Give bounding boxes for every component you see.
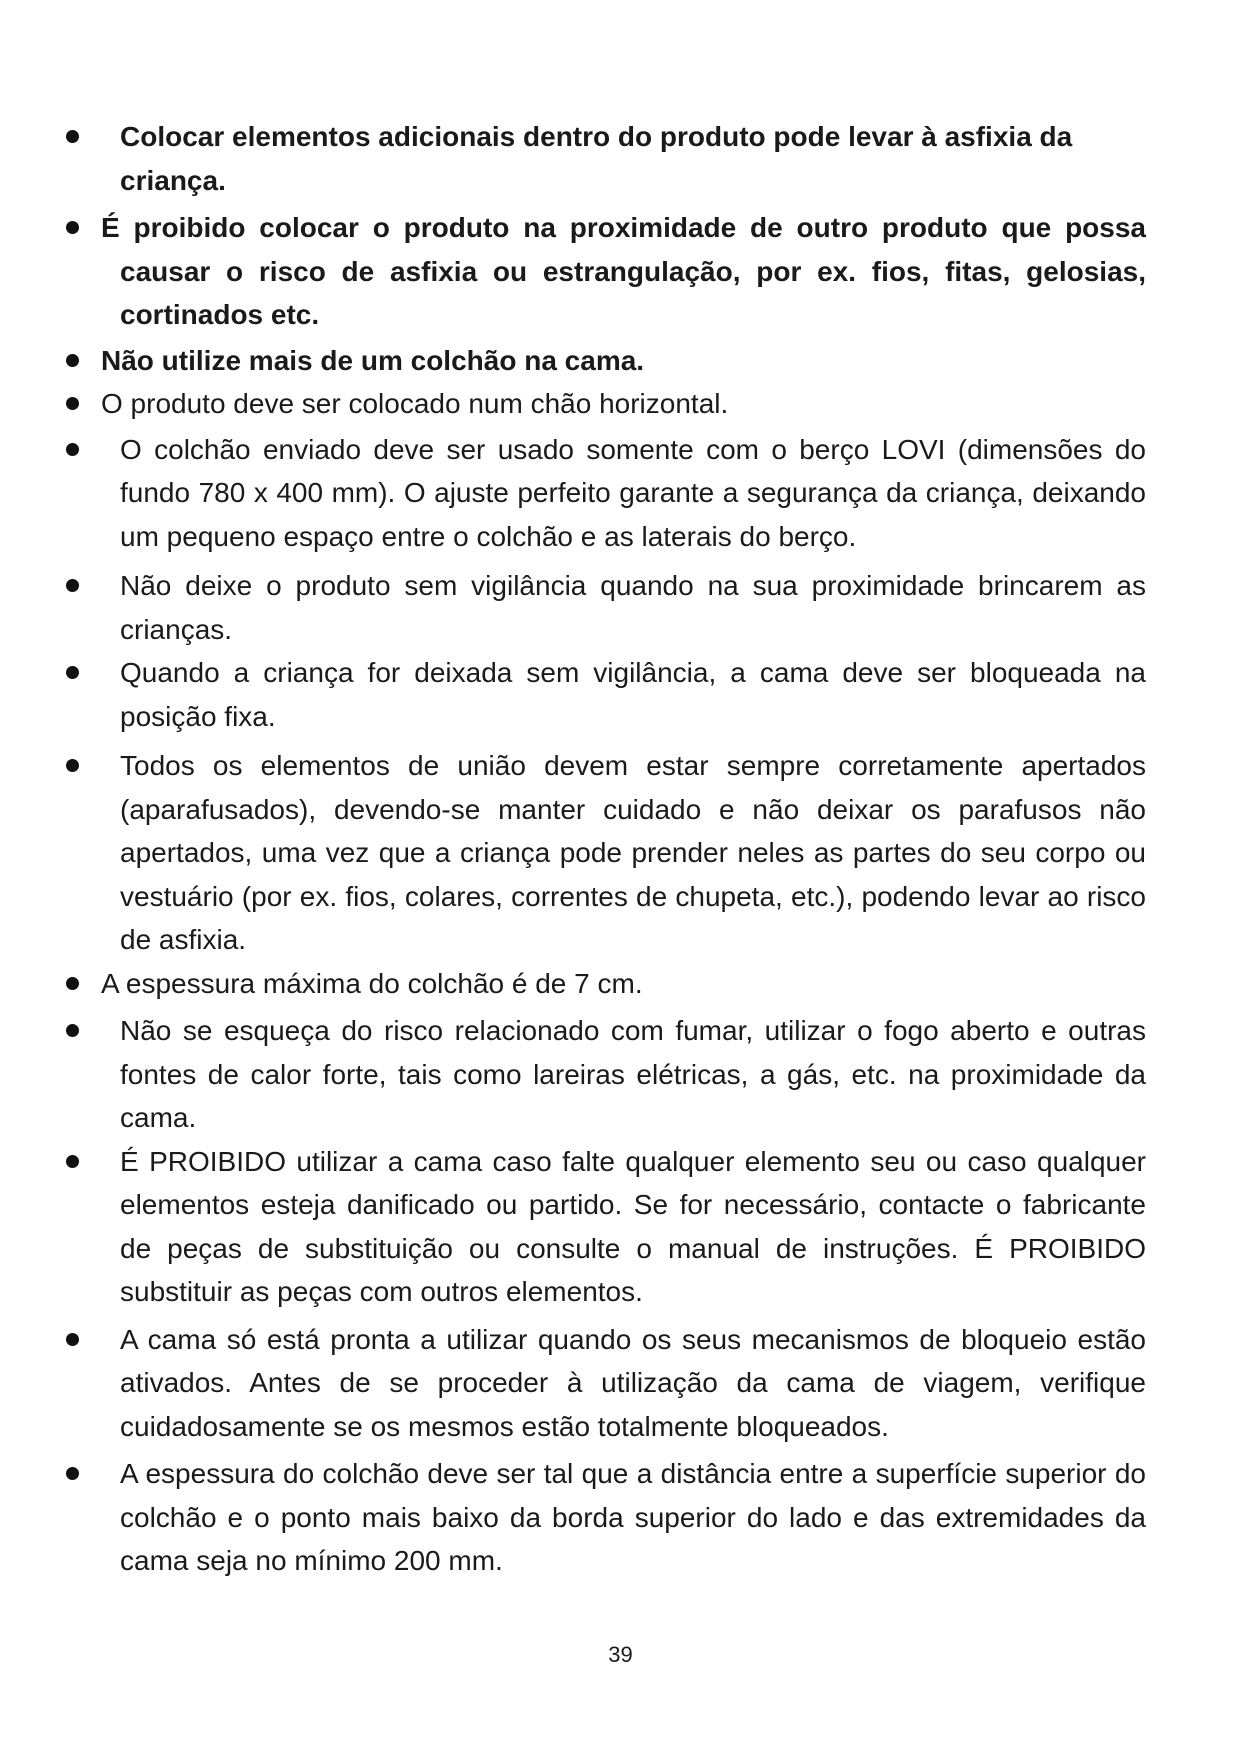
list-item-text: A espessura máxima do colchão é de 7 cm. <box>101 967 643 999</box>
bullet-icon <box>66 579 79 592</box>
list-item <box>0 382 1241 426</box>
bullet-icon <box>66 1024 79 1037</box>
list-item-text: O colchão enviado deve ser usado somente com o berço LOVI (dimensões do fundo 780 x 400 mm). O ajuste perfeito garante a segurança da criança, deixando um pequeno espaço entre o colchão e as laterais do berço. <box>120 433 1146 552</box>
list-item-text: Não utilize mais de um colchão na cama. <box>101 344 645 376</box>
list-item <box>0 744 1241 962</box>
list-item <box>0 1009 1241 1140</box>
list-item-text: A espessura do colchão deve ser tal que a distância entre a superfície superior do colchão e o ponto mais baixo da borda superior do lado e das extremidades da cama seja no mínimo 200 mm. <box>120 1458 1146 1576</box>
list-item-text: Todos os elementos de união devem estar sempre corretamente apertados (aparafusados), devendo-se manter cuidado e não deixar os parafusos não apertados, uma vez que a criança pode prender neles as partes do seu corpo ou vestuário (por ex. fios, colares, correntes de chupeta, etc.), podendo levar ao risco de asfixia. <box>120 750 1146 955</box>
bullet-icon <box>66 354 79 367</box>
list-item-text: O produto deve ser colocado num chão horizontal. <box>101 388 729 419</box>
list-item <box>0 1318 1241 1449</box>
list-item-text: Não se esqueça do risco relacionado com fumar, utilizar o fogo aberto e outras fontes de calor forte, tais como lareiras elétricas, a gás, etc. na proximidade da cama. <box>120 1015 1146 1133</box>
list-item-text: A cama só está pronta a utilizar quando os seus mecanismos de bloqueio estão ativados. Antes de se proceder à utilização da cama de viagem, verifique cuidadosamente se os mesmos estão totalmente bloqueados. <box>120 1323 1146 1442</box>
list-item <box>0 115 1241 202</box>
list-item <box>0 1452 1241 1583</box>
list-item <box>0 564 1241 651</box>
bullet-icon <box>66 977 79 990</box>
list-item <box>0 206 1241 337</box>
safety-instructions-list <box>0 115 1241 1583</box>
list-item-text: Não deixe o produto sem vigilância quando na sua proximidade brincarem as crianças. <box>120 570 1146 645</box>
bullet-icon <box>66 759 79 772</box>
list-item-text: É proibido colocar o produto na proximidade de outro produto que possa causar o risco de asfixia ou estrangulação, por ex. fios, fitas, gelosias, cortinados etc. <box>101 212 1146 330</box>
bullet-icon <box>66 1155 79 1168</box>
bullet-icon <box>66 443 79 456</box>
bullet-icon <box>66 221 79 234</box>
list-item <box>0 651 1241 738</box>
list-item-text: É PROIBIDO utilizar a cama caso falte qualquer elemento seu ou caso qualquer elementos esteja danificado ou partido. Se for necessário, contacte o fabricante de peças de substituição ou consulte o manual de instruções. É PROIBIDO substituir as peças com outros elementos. <box>120 1145 1146 1307</box>
bullet-icon <box>66 397 79 410</box>
bullet-icon <box>66 666 79 679</box>
bullet-icon <box>66 1467 79 1480</box>
bullet-icon <box>66 1333 79 1346</box>
list-item <box>0 962 1241 1006</box>
list-item <box>0 339 1241 383</box>
list-item <box>0 428 1241 559</box>
page-number: 39 <box>608 1642 633 1667</box>
list-item-text: Colocar elementos adicionais dentro do produto pode levar à asfixia da criança. <box>120 121 1073 196</box>
list-item <box>0 1140 1241 1314</box>
bullet-icon <box>66 130 79 143</box>
list-item-text: Quando a criança for deixada sem vigilância, a cama deve ser bloqueada na posição fixa. <box>120 657 1146 732</box>
